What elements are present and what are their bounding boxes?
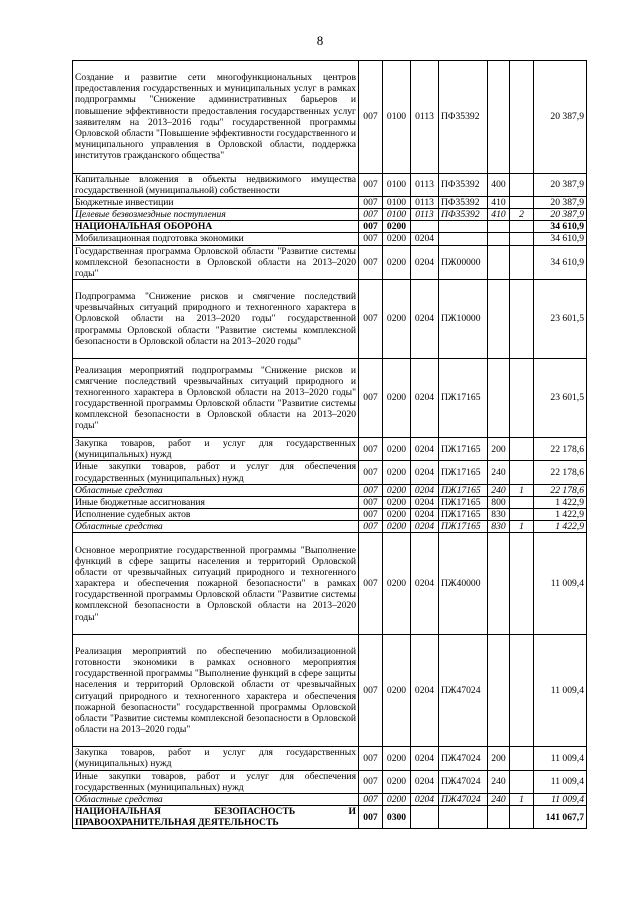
funding-source-code: 1 — [510, 793, 534, 805]
expense-type-code: 830 — [488, 521, 510, 533]
subsection-code — [411, 221, 439, 233]
subsection-code: 0204 — [411, 484, 439, 496]
section-code: 0200 — [383, 461, 411, 484]
target-article-code: ПЖ47024 — [439, 634, 488, 747]
funding-source-code — [510, 634, 534, 747]
amount: 11 009,4 — [534, 793, 587, 805]
funding-source-code — [510, 747, 534, 770]
grbs-code: 007 — [359, 509, 383, 521]
funding-source-code — [510, 806, 534, 829]
expense-type-code: 240 — [488, 484, 510, 496]
target-article-code: ПЖ40000 — [439, 533, 488, 634]
expense-type-code — [488, 533, 510, 634]
section-code: 0200 — [383, 438, 411, 461]
funding-source-code — [510, 245, 534, 280]
item-description: Закупка товаров, работ и услуг для государственных (муниципальных) нужд — [73, 747, 359, 770]
funding-source-code — [510, 221, 534, 233]
grbs-code: 007 — [359, 484, 383, 496]
amount: 1 422,9 — [534, 496, 587, 508]
expense-type-code: 240 — [488, 770, 510, 793]
subsection-code — [411, 806, 439, 829]
target-article-code: ПЖ00000 — [439, 245, 488, 280]
funding-source-code — [510, 770, 534, 793]
budget-table — [72, 60, 587, 829]
target-article-code: ПЖ47024 — [439, 747, 488, 770]
grbs-code: 007 — [359, 221, 383, 233]
target-article-code: ПЖ17165 — [439, 359, 488, 438]
section-code: 0200 — [383, 245, 411, 280]
subsection-code: 0204 — [411, 521, 439, 533]
target-article-code: ПЖ10000 — [439, 280, 488, 359]
table-row — [73, 509, 587, 521]
section-code: 0200 — [383, 793, 411, 805]
amount: 11 009,4 — [534, 770, 587, 793]
amount: 22 178,6 — [534, 438, 587, 461]
amount: 1 422,9 — [534, 509, 587, 521]
funding-source-code: 2 — [510, 209, 534, 221]
target-article-code: ПЖ17165 — [439, 509, 488, 521]
expense-type-code: 240 — [488, 461, 510, 484]
grbs-code: 007 — [359, 173, 383, 196]
section-code: 0200 — [383, 496, 411, 508]
grbs-code: 007 — [359, 533, 383, 634]
amount: 20 387,9 — [534, 173, 587, 196]
expense-type-code — [488, 233, 510, 245]
target-article-code: ПЖ47024 — [439, 770, 488, 793]
table-row — [73, 634, 587, 747]
amount: 20 387,9 — [534, 61, 587, 174]
expense-type-code — [488, 61, 510, 174]
table-row — [73, 793, 587, 805]
section-code: 0200 — [383, 509, 411, 521]
target-article-code: ПФ35392 — [439, 196, 488, 208]
item-description: Подпрограмма "Снижение рисков и смягчение последствий чрезвычайных ситуаций природного и техногенного характера в Орловской области на 2013–2020 годы" государственной программы Орловской области "Развитие системы комплексной безопасности в Орловской области на 2013–2020 годы" — [73, 280, 359, 359]
grbs-code: 007 — [359, 521, 383, 533]
item-description: Основное мероприятие государственной программы "Выполнение функций в сфере защиты населения и территорий Орловской области от чрезвычайных ситуаций природного и техногенного характера и обеспечения пожарной безопасности" в рамках государственной программы Орловской области "Развитие системы комплексной безопасности в Орловской области на 2013–2020 годы" — [73, 533, 359, 634]
amount: 22 178,6 — [534, 461, 587, 484]
target-article-code: ПЖ47024 — [439, 793, 488, 805]
table-row — [73, 747, 587, 770]
table-row — [73, 173, 587, 196]
table-row — [73, 484, 587, 496]
amount: 11 009,4 — [534, 634, 587, 747]
grbs-code: 007 — [359, 280, 383, 359]
grbs-code: 007 — [359, 233, 383, 245]
expense-type-code — [488, 634, 510, 747]
grbs-code: 007 — [359, 196, 383, 208]
amount: 34 610,9 — [534, 245, 587, 280]
item-description: Бюджетные инвестиции — [73, 196, 359, 208]
grbs-code: 007 — [359, 359, 383, 438]
expense-type-code: 240 — [488, 793, 510, 805]
subsection-code: 0113 — [411, 173, 439, 196]
grbs-code: 007 — [359, 770, 383, 793]
subsection-code: 0204 — [411, 245, 439, 280]
expense-type-code: 400 — [488, 173, 510, 196]
expense-type-code — [488, 359, 510, 438]
table-row — [73, 221, 587, 233]
grbs-code: 007 — [359, 793, 383, 805]
expense-type-code — [488, 806, 510, 829]
table-row — [73, 521, 587, 533]
table-row — [73, 496, 587, 508]
item-description: Реализация мероприятий по обеспечению мобилизационной готовности экономики в рамках основного мероприятия государственной программы "Выполнение функций в сфере защиты населения и территорий Орловской области от чрезвычайных ситуаций природного и техногенного характера и обеспечения пожарной безопасности" государственной программы Орловской области "Развитие системы комплексной безопасности в Орловской области на 2013–2020 годы" — [73, 634, 359, 747]
table-row — [73, 359, 587, 438]
subsection-code: 0113 — [411, 196, 439, 208]
amount: 20 387,9 — [534, 209, 587, 221]
item-description: НАЦИОНАЛЬНАЯ БЕЗОПАСНОСТЬ И ПРАВООХРАНИТЕЛЬНАЯ ДЕЯТЕЛЬНОСТЬ — [73, 806, 359, 829]
table-row — [73, 438, 587, 461]
section-code: 0200 — [383, 233, 411, 245]
section-code: 0200 — [383, 634, 411, 747]
expense-type-code: 200 — [488, 747, 510, 770]
item-description: Мобилизационная подготовка экономики — [73, 233, 359, 245]
page-number: 8 — [316, 33, 324, 48]
subsection-code: 0204 — [411, 359, 439, 438]
funding-source-code — [510, 496, 534, 508]
subsection-code: 0204 — [411, 233, 439, 245]
subsection-code: 0204 — [411, 496, 439, 508]
funding-source-code — [510, 438, 534, 461]
table-row — [73, 770, 587, 793]
expense-type-code: 800 — [488, 496, 510, 508]
funding-source-code: 1 — [510, 521, 534, 533]
subsection-code: 0204 — [411, 461, 439, 484]
subsection-code: 0204 — [411, 509, 439, 521]
item-description: Исполнение судебных актов — [73, 509, 359, 521]
table-row — [73, 533, 587, 634]
section-code: 0100 — [383, 173, 411, 196]
funding-source-code — [510, 359, 534, 438]
expense-type-code: 410 — [488, 209, 510, 221]
funding-source-code: 1 — [510, 484, 534, 496]
section-code: 0100 — [383, 209, 411, 221]
item-description: Капитальные вложения в объекты недвижимого имущества государственной (муниципальной) собственности — [73, 173, 359, 196]
item-description: НАЦИОНАЛЬНАЯ ОБОРОНА — [73, 221, 359, 233]
target-article-code: ПФ35392 — [439, 209, 488, 221]
funding-source-code — [510, 509, 534, 521]
funding-source-code — [510, 173, 534, 196]
item-description: Иные бюджетные ассигнования — [73, 496, 359, 508]
subsection-code: 0204 — [411, 634, 439, 747]
item-description: Реализация мероприятий подпрограммы "Снижение рисков и смягчение последствий чрезвычайных ситуаций природного и техногенного характера в Орловской области на 2013–2020 годы" государственной программы Орловской области "Развитие системы комплексной безопасности в Орловской области на 2013–2020 годы" — [73, 359, 359, 438]
section-code: 0100 — [383, 196, 411, 208]
grbs-code: 007 — [359, 461, 383, 484]
section-code: 0200 — [383, 747, 411, 770]
section-code: 0200 — [383, 521, 411, 533]
table-row — [73, 461, 587, 484]
expense-type-code — [488, 280, 510, 359]
section-code: 0100 — [383, 61, 411, 174]
item-description: Областные средства — [73, 521, 359, 533]
amount: 11 009,4 — [534, 533, 587, 634]
expense-type-code: 200 — [488, 438, 510, 461]
target-article-code: ПЖ17165 — [439, 438, 488, 461]
target-article-code: ПЖ17165 — [439, 521, 488, 533]
section-code: 0200 — [383, 533, 411, 634]
item-description: Закупка товаров, работ и услуг для государственных (муниципальных) нужд — [73, 438, 359, 461]
section-code: 0200 — [383, 359, 411, 438]
subsection-code: 0113 — [411, 61, 439, 174]
grbs-code: 007 — [359, 634, 383, 747]
funding-source-code — [510, 461, 534, 484]
grbs-code: 007 — [359, 806, 383, 829]
item-description: Целевые безвозмездные поступления — [73, 209, 359, 221]
target-article-code: ПЖ17165 — [439, 484, 488, 496]
target-article-code — [439, 221, 488, 233]
subsection-code: 0204 — [411, 747, 439, 770]
subsection-code: 0204 — [411, 533, 439, 634]
target-article-code: ПФ35392 — [439, 173, 488, 196]
expense-type-code — [488, 245, 510, 280]
target-article-code: ПЖ17165 — [439, 461, 488, 484]
table-row — [73, 196, 587, 208]
amount: 22 178,6 — [534, 484, 587, 496]
section-code: 0200 — [383, 770, 411, 793]
grbs-code: 007 — [359, 438, 383, 461]
section-code: 0300 — [383, 806, 411, 829]
amount: 11 009,4 — [534, 747, 587, 770]
subsection-code: 0113 — [411, 209, 439, 221]
amount: 20 387,9 — [534, 196, 587, 208]
expense-type-code: 830 — [488, 509, 510, 521]
amount: 23 601,5 — [534, 359, 587, 438]
amount: 141 067,7 — [534, 806, 587, 829]
section-code: 0200 — [383, 221, 411, 233]
item-description: Областные средства — [73, 484, 359, 496]
expense-type-code — [488, 221, 510, 233]
subsection-code: 0204 — [411, 793, 439, 805]
amount: 1 422,9 — [534, 521, 587, 533]
table-row — [73, 280, 587, 359]
funding-source-code — [510, 233, 534, 245]
target-article-code — [439, 806, 488, 829]
grbs-code: 007 — [359, 496, 383, 508]
funding-source-code — [510, 61, 534, 174]
item-description: Иные закупки товаров, работ и услуг для обеспечения государственных (муниципальных) нужд — [73, 461, 359, 484]
target-article-code: ПЖ17165 — [439, 496, 488, 508]
section-code: 0200 — [383, 280, 411, 359]
table-row — [73, 209, 587, 221]
budget-table-body — [73, 61, 587, 829]
funding-source-code — [510, 533, 534, 634]
table-row — [73, 245, 587, 280]
subsection-code: 0204 — [411, 438, 439, 461]
amount: 34 610,9 — [534, 221, 587, 233]
table-row — [73, 806, 587, 829]
funding-source-code — [510, 280, 534, 359]
table-row — [73, 233, 587, 245]
item-description: Областные средства — [73, 793, 359, 805]
amount: 34 610,9 — [534, 233, 587, 245]
subsection-code: 0204 — [411, 770, 439, 793]
item-description: Иные закупки товаров, работ и услуг для обеспечения государственных (муниципальных) нужд — [73, 770, 359, 793]
expense-type-code: 410 — [488, 196, 510, 208]
subsection-code: 0204 — [411, 280, 439, 359]
grbs-code: 007 — [359, 61, 383, 174]
section-code: 0200 — [383, 484, 411, 496]
item-description: Государственная программа Орловской области "Развитие системы комплексной безопасности в Орловской области на 2013–2020 годы" — [73, 245, 359, 280]
grbs-code: 007 — [359, 747, 383, 770]
target-article-code: ПФ35392 — [439, 61, 488, 174]
item-description: Создание и развитие сети многофункциональных центров предоставления государственных и муниципальных услуг в рамках подпрограммы "Снижение административных барьеров и повышение эффективности предоставления государственных услуг заявителям на 2013–2016 годы" государственной программы Орловской области "Повышение эффективности государственного и муниципального управления в Орловской области, поддержка институтов гражданского общества" — [73, 61, 359, 174]
funding-source-code — [510, 196, 534, 208]
amount: 23 601,5 — [534, 280, 587, 359]
grbs-code: 007 — [359, 209, 383, 221]
table-row — [73, 61, 587, 174]
target-article-code — [439, 233, 488, 245]
grbs-code: 007 — [359, 245, 383, 280]
